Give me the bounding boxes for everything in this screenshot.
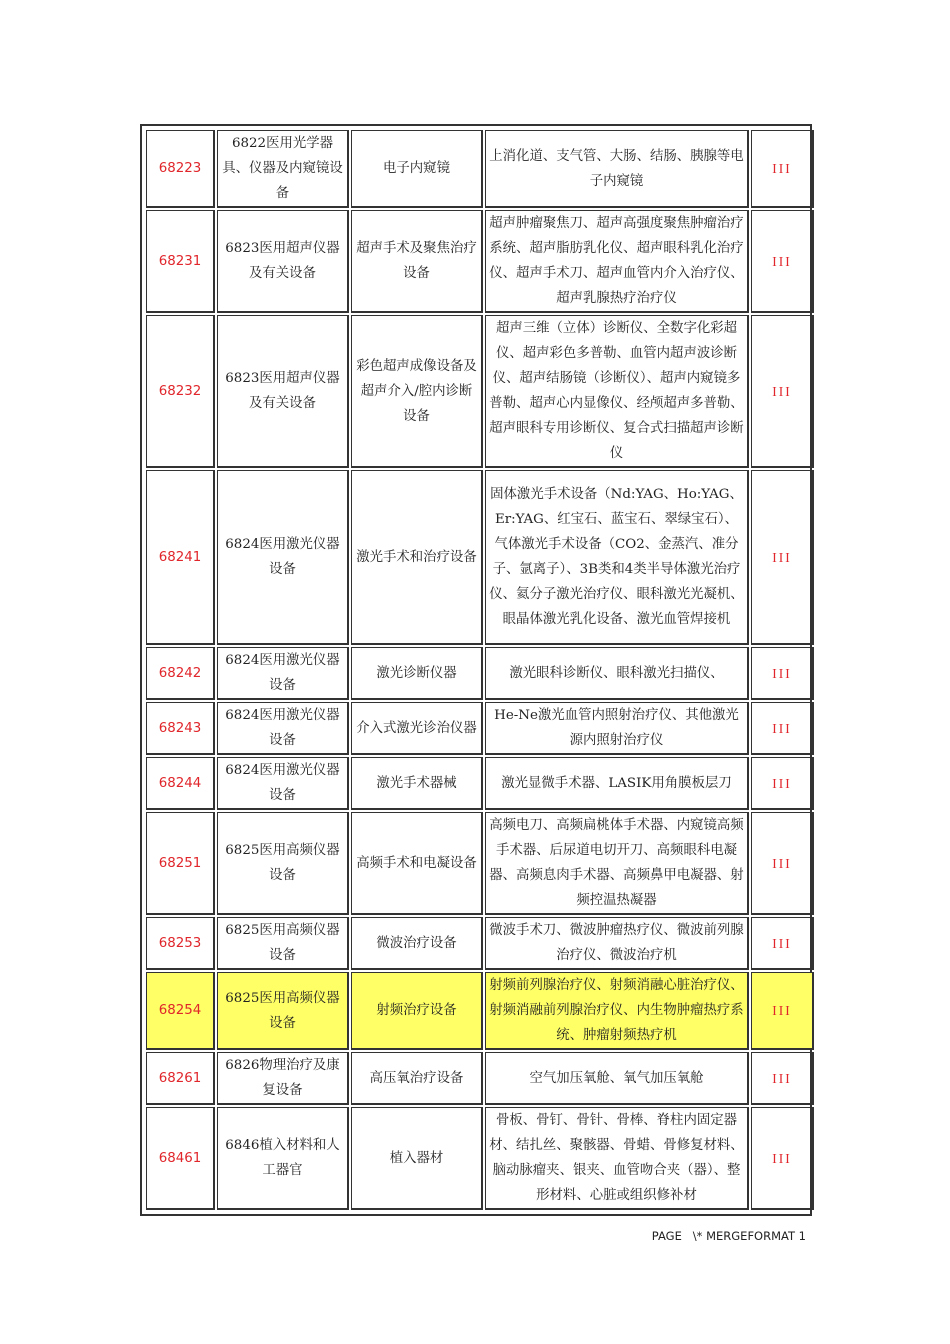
row-product: 激光手术和治疗设备 (351, 470, 483, 645)
row-product: 射频治疗设备 (351, 972, 483, 1050)
row-code: 68232 (146, 315, 215, 468)
row-code: 68223 (146, 130, 215, 208)
row-product: 超声手术及聚焦治疗设备 (351, 210, 483, 313)
row-product: 植入器材 (351, 1107, 483, 1210)
row-examples: 高频电刀、高频扁桃体手术器、内窥镜高频手术器、后尿道电切开刀、高频眼科电凝器、高频息肉手术器、高频鼻甲电凝器、射频控温热凝器 (485, 812, 749, 915)
row-code: 68251 (146, 812, 215, 915)
row-category: 6823医用超声仪器及有关设备 (217, 210, 349, 313)
table-row-highlighted (146, 972, 814, 1050)
row-class: III (751, 917, 814, 970)
row-class: III (751, 1107, 814, 1210)
row-category: 6825医用高频仪器设备 (217, 917, 349, 970)
device-classification-table (140, 124, 812, 1216)
row-code: 68253 (146, 917, 215, 970)
table-row (146, 130, 814, 208)
row-examples: 微波手术刀、微波肿瘤热疗仪、微波前列腺治疗仪、微波治疗机 (485, 917, 749, 970)
row-examples: 超声三维（立体）诊断仪、全数字化彩超仪、超声彩色多普勒、血管内超声波诊断仪、超声结肠镜（诊断仪）、超声内窥镜多普勒、超声心内显像仪、经颅超声多普勒、超声眼科专用诊断仪、复合式扫描超声诊断仪 (485, 315, 749, 468)
row-category: 6823医用超声仪器及有关设备 (217, 315, 349, 468)
row-product: 激光诊断仪器 (351, 647, 483, 700)
row-code: 68242 (146, 647, 215, 700)
table-row (146, 757, 814, 810)
row-code: 68461 (146, 1107, 215, 1210)
row-class: III (751, 757, 814, 810)
row-product: 介入式激光诊治仪器 (351, 702, 483, 755)
row-class: III (751, 702, 814, 755)
row-product: 电子内窥镜 (351, 130, 483, 208)
row-examples: 射频前列腺治疗仪、射频消融心脏治疗仪、射频消融前列腺治疗仪、内生物肿瘤热疗系统、肿瘤射频热疗机 (485, 972, 749, 1050)
row-code: 68241 (146, 470, 215, 645)
table-row (146, 1107, 814, 1210)
row-class: III (751, 130, 814, 208)
row-class: III (751, 210, 814, 313)
table-row (146, 1052, 814, 1105)
row-code: 68243 (146, 702, 215, 755)
table-row (146, 470, 814, 645)
table-row (146, 315, 814, 468)
row-category: 6824医用激光仪器设备 (217, 470, 349, 645)
row-class: III (751, 470, 814, 645)
row-examples: 激光显微手术器、LASIK用角膜板层刀 (485, 757, 749, 810)
row-product: 高频手术和电凝设备 (351, 812, 483, 915)
row-examples: 固体激光手术设备（Nd:YAG、Ho:YAG、Er:YAG、红宝石、蓝宝石、翠绿宝石）、气体激光手术设备（CO2、金蒸汽、准分子、氩离子）、3B类和4类半导体激光治疗仪、氦分子激光治疗仪、眼科激光光凝机、眼晶体激光乳化设备、激光血管焊接机 (485, 470, 749, 645)
row-class: III (751, 1052, 814, 1105)
row-category: 6825医用高频仪器设备 (217, 812, 349, 915)
row-category: 6826物理治疗及康复设备 (217, 1052, 349, 1105)
row-code: 68244 (146, 757, 215, 810)
row-examples: 上消化道、支气管、大肠、结肠、胰腺等电子内窥镜 (485, 130, 749, 208)
row-category: 6824医用激光仪器设备 (217, 647, 349, 700)
row-examples: 激光眼科诊断仪、眼科激光扫描仪、 (485, 647, 749, 700)
row-category: 6825医用高频仪器设备 (217, 972, 349, 1050)
row-product: 高压氧治疗设备 (351, 1052, 483, 1105)
table-row (146, 702, 814, 755)
row-class: III (751, 647, 814, 700)
row-code: 68261 (146, 1052, 215, 1105)
row-category: 6822医用光学器具、仪器及内窥镜设备 (217, 130, 349, 208)
row-product: 彩色超声成像设备及超声介入/腔内诊断设备 (351, 315, 483, 468)
row-class: III (751, 812, 814, 915)
classification-grid (144, 128, 816, 1212)
row-examples: 骨板、骨钉、骨针、骨棒、脊柱内固定器材、结扎丝、聚骸器、骨蜡、骨修复材料、脑动脉瘤夹、银夹、血管吻合夹（器）、整形材料、心脏或组织修补材 (485, 1107, 749, 1210)
row-examples: 超声肿瘤聚焦刀、超声高强度聚焦肿瘤治疗系统、超声脂肪乳化仪、超声眼科乳化治疗仪、超声手术刀、超声血管内介入治疗仪、超声乳腺热疗治疗仪 (485, 210, 749, 313)
row-category: 6846植入材料和人工器官 (217, 1107, 349, 1210)
row-examples: He-Ne激光血管内照射治疗仪、其他激光源内照射治疗仪 (485, 702, 749, 755)
row-code: 68254 (146, 972, 215, 1050)
row-category: 6824医用激光仪器设备 (217, 757, 349, 810)
row-product: 激光手术器械 (351, 757, 483, 810)
row-examples: 空气加压氧舱、氧气加压氧舱 (485, 1052, 749, 1105)
table-row (146, 917, 814, 970)
row-code: 68231 (146, 210, 215, 313)
table-row (146, 647, 814, 700)
table-row (146, 812, 814, 915)
row-product: 微波治疗设备 (351, 917, 483, 970)
table-row (146, 210, 814, 313)
row-class: III (751, 972, 814, 1050)
page-footer-field: PAGE \* MERGEFORMAT 1 (651, 1229, 806, 1243)
row-category: 6824医用激光仪器设备 (217, 702, 349, 755)
row-class: III (751, 315, 814, 468)
